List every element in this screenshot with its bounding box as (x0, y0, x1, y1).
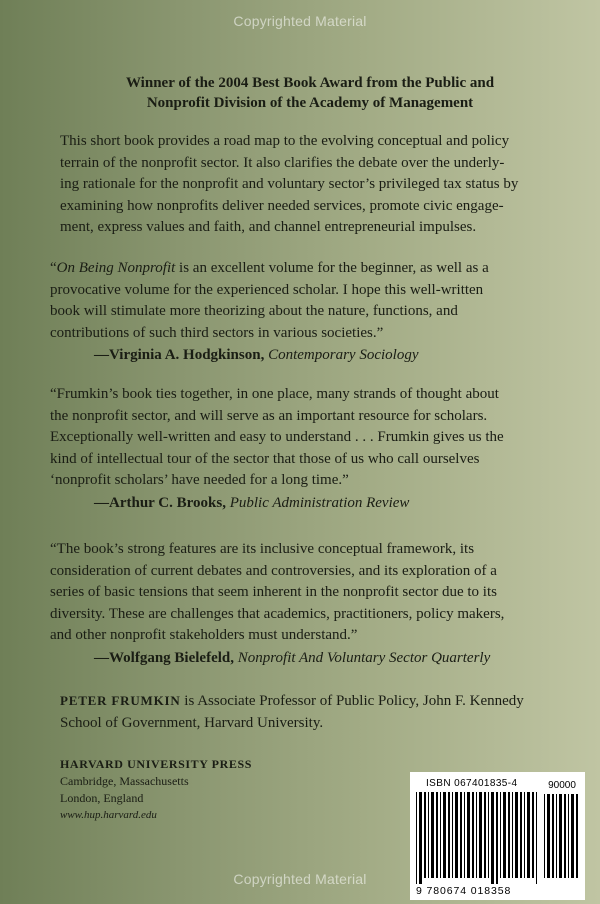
barcode-bar (571, 794, 574, 878)
publisher-name: HARVARD UNIVERSITY PRESS (60, 757, 253, 771)
barcode-bar (576, 794, 578, 878)
quote-line: kind of intellectual tour of the sector that those of us who call ourselves (50, 450, 480, 467)
barcode-bar (508, 792, 510, 878)
quote-attribution (94, 493, 560, 515)
barcode-bar (544, 794, 545, 878)
barcode-bar (455, 792, 458, 878)
award-line: Nonprofit Division of the Academy of Management (146, 95, 474, 111)
review-quote-1 (50, 258, 550, 367)
description-line: ment, express values and faith, and channel entrepreneurial impulses. (60, 219, 477, 236)
barcode-bar (500, 792, 501, 878)
description-line: ing rationale for the nonprofit and voluntary sector’s privileged tax status by (60, 176, 519, 193)
book-description (60, 131, 560, 239)
barcode-bar (520, 792, 522, 878)
barcode-bar (564, 794, 566, 878)
book-title: On Being Nonprofit (56, 260, 176, 276)
isbn-label: ISBN 067401835-4 (426, 778, 518, 789)
barcode-bar (464, 792, 465, 878)
barcode-bar (440, 792, 441, 878)
quote-line: the nonprofit sector, and will serve as an important resource for scholars. (50, 407, 488, 424)
quote-line: series of basic tensions that seem inherent in the nonprofit sector due to its (50, 584, 497, 601)
quote-line: consideration of current debates and controversies, and its exploration of a (50, 562, 497, 579)
quote-line: ‘nonprofit scholars’ have needed for a long time.” (50, 472, 349, 489)
barcode-bar (472, 792, 474, 878)
publisher-block (60, 756, 252, 824)
publisher-website: www.hup.harvard.edu (60, 809, 157, 821)
author-bio (60, 690, 560, 734)
barcode-bar (515, 792, 518, 878)
quote-line: “Frumkin’s book ties together, in one place, many strands of thought about (50, 386, 499, 402)
description-line: terrain of the nonprofit sector. It also clarifies the debate over the underly- (60, 154, 505, 171)
barcode-bar (547, 794, 550, 878)
barcode-bar (428, 792, 429, 878)
watermark-bottom: Copyrighted Material (233, 871, 367, 887)
review-source: Contemporary Sociology (268, 347, 419, 364)
description-line: This short book provides a road map to the evolving conceptual and policy (60, 133, 510, 149)
review-quote-3 (50, 539, 560, 670)
barcode-bar (527, 792, 530, 878)
publisher-city: London, England (60, 791, 144, 805)
barcode-bar (512, 792, 513, 878)
barcode-bar (443, 792, 446, 878)
barcode-bar (424, 792, 426, 878)
bio-line: School of Government, Harvard University. (60, 714, 324, 731)
author-name: PETER FRUMKIN (60, 693, 181, 708)
barcode-bar (532, 792, 534, 878)
quote-line: and other nonprofit stakeholders must understand.” (50, 627, 358, 644)
barcode-bar (556, 794, 557, 878)
barcode-bar (460, 792, 462, 878)
barcode-bar (431, 792, 434, 878)
quote-line: “The book’s strong features are its inclusive conceptual framework, its (50, 541, 475, 557)
quote-line: diversity. These are challenges that academics, practitioners, policy makers, (50, 605, 505, 622)
quote-line: provocative volume for the experienced scholar. I hope this well-written (50, 281, 484, 298)
barcode-bar (503, 792, 506, 878)
award-line: Winner of the 2004 Best Book Award from the Public and (125, 75, 495, 91)
review-source: Nonprofit And Voluntary Sector Quarterly (237, 649, 491, 666)
watermark-top: Copyrighted Material (233, 13, 367, 29)
barcode-bar (552, 794, 554, 878)
review-source: Public Administration Review (229, 494, 410, 511)
quote-line: Exceptionally well-written and easy to understand . . . Frumkin gives us the (50, 429, 504, 446)
bio-text: is Associate Professor of Public Policy, John F. Kennedy (180, 693, 524, 709)
price-addon-digits: 90000 (548, 780, 576, 791)
barcode-bar (476, 792, 477, 878)
quote-line (50, 258, 550, 280)
quote-attribution (94, 345, 550, 367)
barcode-bar (452, 792, 453, 878)
review-quote-2 (50, 384, 560, 515)
award-banner (60, 73, 560, 113)
reviewer-name: —Arthur C. Brooks, (94, 494, 226, 511)
quote-text: is an excellent volume for the beginner, as well as a (175, 260, 489, 276)
barcode-bar (436, 792, 438, 878)
barcode-bar (448, 792, 450, 878)
barcode-bar (488, 792, 489, 878)
reviewer-name: —Wolfgang Bielefeld, (94, 649, 234, 666)
publisher-city: Cambridge, Massachusetts (60, 774, 189, 788)
barcode-bar (559, 794, 562, 878)
description-line: examining how nonprofits deliver needed services, promote civic engage- (60, 197, 504, 214)
reviewer-name: —Virginia A. Hodgkinson, (94, 347, 265, 364)
barcode-bar (524, 792, 525, 878)
quote-attribution (94, 648, 560, 670)
quote-line: contributions of such third sectors in various societies.” (50, 324, 384, 341)
barcode-bar (484, 792, 486, 878)
barcode-bar (467, 792, 470, 878)
quote-open-mark: “ (50, 260, 57, 276)
barcode-bar (568, 794, 569, 878)
bio-line (60, 690, 560, 713)
ean-digits: 9 780674 018358 (416, 885, 512, 897)
barcode-bar (479, 792, 482, 878)
quote-line: book will stimulate more theorizing about the nature, functions, and (50, 303, 458, 320)
